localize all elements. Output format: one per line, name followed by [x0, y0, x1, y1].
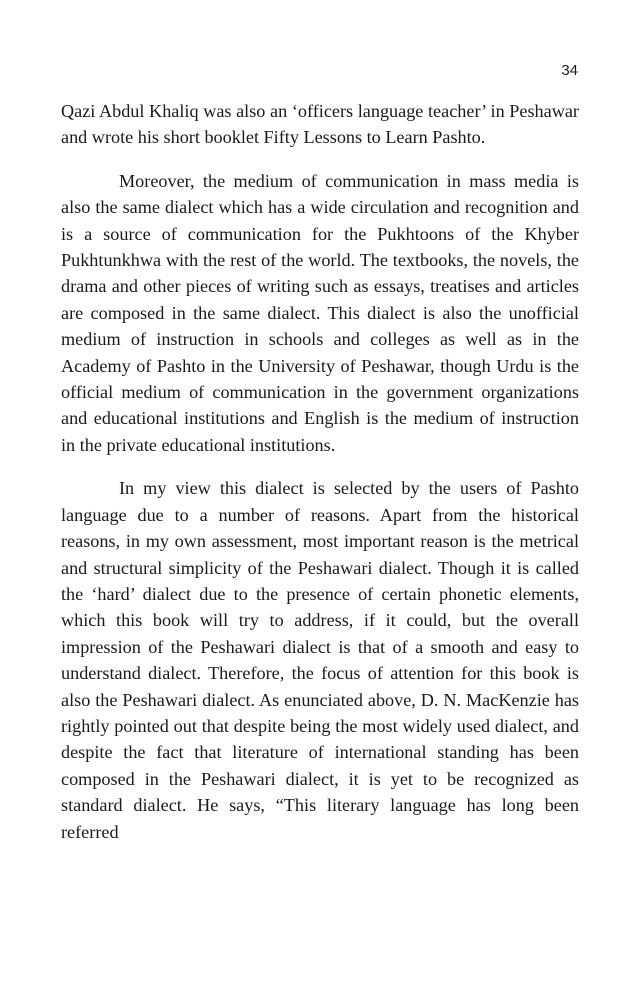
paragraph-dialect-selection: In my view this dialect is selected by the users of Pashto language due to a number of reasons. Apart from the historical reasons, in my own assessment, most important reason is the metrical and structural simplicity of the Peshawari dialect. Though it is called the ‘hard’ dialect due to the presence of certain phonetic elements, which this book will try to address, if it could, but the overall impression of the Peshawari dialect is that of a smooth and easy to understand dialect. Therefore, the focus of attention for this book is also the Peshawari dialect. As enunciated above, D. N. MacKenzie has rightly pointed out that despite being the most widely used dialect, and despite the fact that literature of international standing has been composed in the Peshawari dialect, it is yet to be recognized as standard dialect. He says, “This literary language has long been referred — [61, 478, 579, 842]
page-number: 34 — [561, 62, 578, 79]
paragraph-continuation: Qazi Abdul Khaliq was also an ‘officers language teacher’ in Peshawar and wrote his short booklet Fifty Lessons to Learn Pashto. — [61, 101, 579, 148]
paragraph-mass-media: Moreover, the medium of communication in mass media is also the same dialect which has a wide circulation and recognition and is a source of communication for the Pukhtoons of the Khyber Pukhtunkhwa with the rest of the world. The textbooks, the novels, the drama and other pieces of writing such as essays, treatises and articles are composed in the same dialect. This dialect is also the unofficial medium of instruction in schools and colleges as well as in the Academy of Pashto in the University of Peshawar, though Urdu is the official medium of communication in the government organizations and educational institutions and English is the medium of instruction in the private educational institutions. — [61, 170, 579, 455]
body-text — [61, 98, 579, 845]
